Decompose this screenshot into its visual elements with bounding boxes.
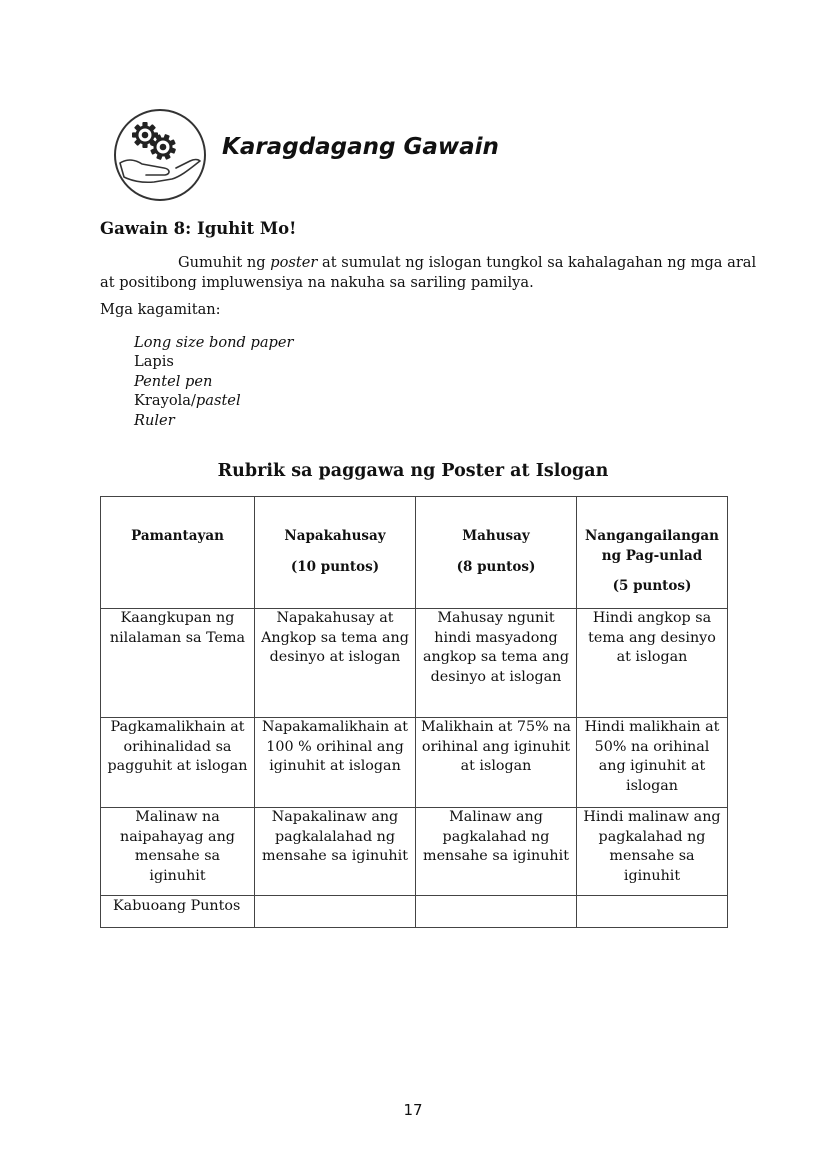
header-label: Nangangailangan ng Pag-unlad [585,528,719,564]
list-item [134,333,293,352]
header-mahusay [416,497,577,609]
instructions-text-3: at positibong impluwensiya na nakuha sa sariling pamilya. [100,274,534,291]
header-pag-unlad [577,497,728,609]
header-points: (8 puntos) [456,558,536,575]
material-3: Pentel pen [134,372,213,390]
materials-list [134,333,293,430]
materials-label: Mga kagamitan: [100,301,221,318]
table-cell: Malinaw ang pagkalahad ng mensahe sa iginuhit [416,808,577,896]
total-row [101,896,728,928]
material-2: Lapis [134,353,174,371]
header-pamantayan [101,497,255,609]
table-cell: Napakahusay at Angkop sa tema ang desinyo at islogan [255,609,416,718]
header-napakahusay [255,497,416,609]
table-cell: Pagkamalikhain at orihinalidad sa pagguhit at islogan [101,718,255,808]
list-item [134,391,293,410]
instructions-text-2: at sumulat ng islogan tungkol sa kahalagahan ng mga aral [317,254,757,271]
table-cell: Hindi malinaw ang pagkalahad ng mensahe sa iginuhit [577,808,728,896]
list-item [134,372,293,391]
activity-title: Gawain 8: Iguhit Mo! [100,219,297,238]
table-cell [255,896,416,928]
table-cell: Mahusay ngunit hindi masyadong angkop sa tema ang desinyo at islogan [416,609,577,718]
total-label: Kabuoang Puntos [101,896,255,928]
header-points: (5 puntos) [612,578,692,594]
table-row [101,808,728,896]
table-cell: Malinaw na naipahayag ang mensahe sa iginuhit [101,808,255,896]
table-cell [416,896,577,928]
section-title: Karagdagang Gawain [222,134,499,160]
table-row [101,718,728,808]
table-cell: Hindi malikhain at 50% na orihinal ang iginuhit at islogan [577,718,728,808]
table-cell [577,896,728,928]
material-4a: Krayola/ [134,392,196,410]
table-cell: Napakamalikhain at 100 % orihinal ang iginuhit at islogan [255,718,416,808]
instructions-text-1: Gumuhit ng [178,254,271,271]
table-cell: Kaangkupan ng nilalaman sa Tema [101,609,255,718]
header-label: Pamantayan [131,528,224,544]
header-points: (10 puntos) [290,558,380,575]
list-item [134,352,293,371]
header-label: Napakahusay [284,528,386,544]
table-header-row [101,497,728,609]
material-4b: pastel [195,392,241,410]
instructions-italic: poster [270,254,318,271]
table-row [101,609,728,718]
material-1: Long size bond paper [134,334,294,351]
instructions-paragraph [100,253,757,293]
table-cell: Hindi angkop sa tema ang desinyo at islogan [577,609,728,718]
gears-hand-icon [112,107,208,203]
page-number: 17 [403,1101,423,1119]
rubric-title: Rubrik sa paggawa ng Poster at Islogan [217,461,609,481]
material-5: Ruler [134,411,175,429]
table-cell: Malikhain at 75% na orihinal ang iginuhit at islogan [416,718,577,808]
rubric-table [100,496,728,928]
table-cell: Napakalinaw ang pagkalalahad ng mensahe sa iginuhit [255,808,416,896]
list-item [134,411,293,430]
header-label: Mahusay [462,528,530,544]
